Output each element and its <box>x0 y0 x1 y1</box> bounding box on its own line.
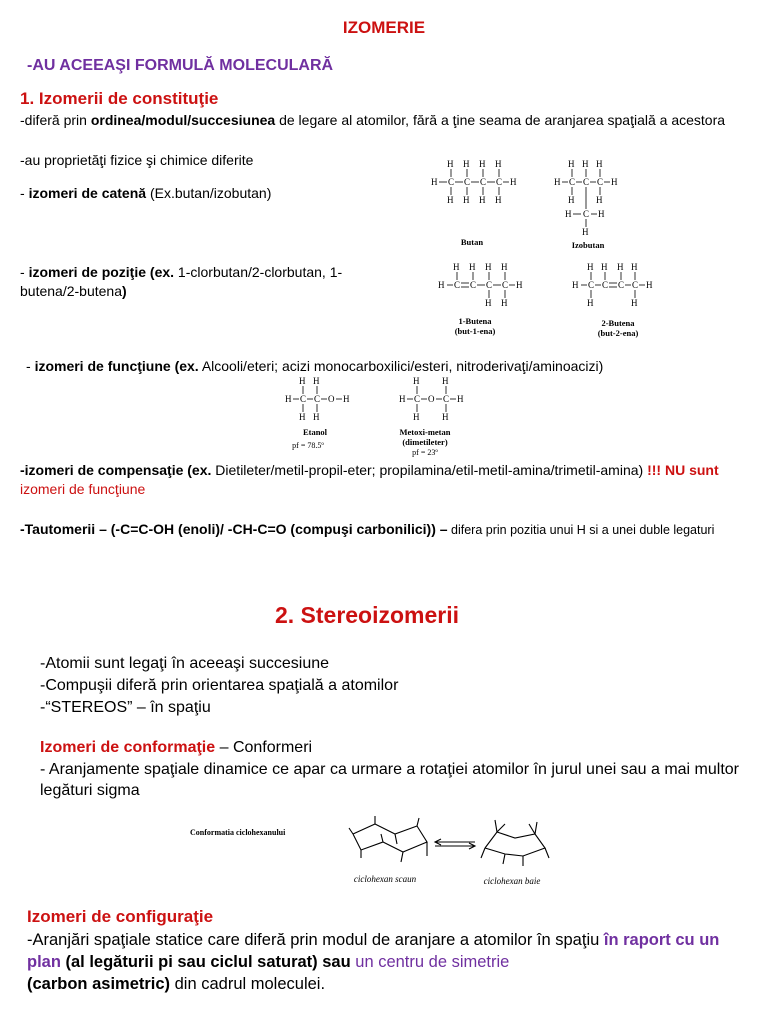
config-part4: un centru de simetrie <box>355 953 510 971</box>
svg-text:H: H <box>572 280 579 290</box>
catena-post: (Ex.butan/izobutan) <box>146 185 272 201</box>
svg-text:H: H <box>617 262 624 272</box>
svg-text:H: H <box>568 195 575 205</box>
svg-text:H: H <box>447 159 454 169</box>
izomeri-pozitie <box>20 263 400 301</box>
svg-text:H: H <box>299 376 306 386</box>
svg-text:H: H <box>469 262 476 272</box>
pozitie-bold: izomeri de poziţie (ex. <box>28 264 175 280</box>
svg-text:H: H <box>631 298 638 308</box>
svg-text:C: C <box>314 394 321 404</box>
tautomerii <box>20 520 748 540</box>
svg-text:C: C <box>597 177 604 187</box>
svg-text:H: H <box>442 412 449 422</box>
svg-text:H: H <box>457 394 464 404</box>
etanol-metoxi-structures <box>280 375 480 425</box>
label-1-butena-name: 1-Butena <box>458 316 492 326</box>
label-1-butena <box>440 316 510 336</box>
label-metoxi-pf: pf = 23º <box>412 448 438 457</box>
svg-text:H: H <box>313 376 320 386</box>
config-part5: (carbon asimetric) <box>27 975 171 993</box>
svg-text:C: C <box>448 177 455 187</box>
label-conformatia: Conformatia ciclohexanului <box>190 828 286 837</box>
svg-text:C: C <box>583 177 590 187</box>
svg-text:C: C <box>443 394 450 404</box>
svg-text:C: C <box>588 280 595 290</box>
svg-text:H: H <box>447 195 454 205</box>
svg-text:H: H <box>596 195 603 205</box>
svg-text:H: H <box>399 394 406 404</box>
config-part3: (al legăturii pi sau ciclul saturat) sau <box>60 953 356 971</box>
label-butan: Butan <box>460 237 484 247</box>
svg-text:H: H <box>587 298 594 308</box>
svg-text:C: C <box>464 177 471 187</box>
label-izobutan: Izobutan <box>571 240 605 250</box>
svg-text:H: H <box>554 177 561 187</box>
label-scaun: ciclohexan scaun <box>353 874 417 884</box>
config-part2: în raport cu un plan <box>27 931 720 971</box>
config-part1: -Aranjări spaţiale statice care diferă prin modul de aranjare a atomilor în spaţiu <box>27 931 604 949</box>
svg-text:H: H <box>479 159 486 169</box>
cyclohexane-diagram <box>345 812 565 872</box>
svg-text:H: H <box>611 177 618 187</box>
svg-text:H: H <box>510 177 517 187</box>
functiune-pre: - <box>26 358 35 374</box>
label-1-butena-sub: (but-1-ena) <box>454 326 496 336</box>
functiune-post: Alcooli/eteri; acizi monocarboxilici/esteri, nitroderivaţi/aminoacizi) <box>198 358 604 374</box>
svg-text:H: H <box>565 209 572 219</box>
conformatie-dash: – Conformeri <box>215 739 313 756</box>
svg-text:H: H <box>313 412 320 422</box>
label-etanol-pf: pf = 78.5º <box>292 441 324 450</box>
svg-text:C: C <box>569 177 576 187</box>
butena-structures <box>430 258 670 313</box>
svg-text:H: H <box>582 227 589 237</box>
label-metoxi-name: Metoxi-metan <box>399 427 451 437</box>
desc-pre: -diferă prin <box>20 112 91 128</box>
izomeri-catena <box>20 184 271 203</box>
catena-pre: - <box>20 185 29 201</box>
izomeri-compensatie <box>20 461 748 499</box>
svg-text:O: O <box>328 394 335 404</box>
svg-text:H: H <box>501 262 508 272</box>
svg-text:H: H <box>299 412 306 422</box>
stereo-bullet-3: -“STEREOS” – în spaţiu <box>40 699 211 716</box>
section1-heading: 1. Izomerii de constituţie <box>20 89 219 108</box>
conformatie-text: - Aranjamente spaţiale dinamice ce apar ca urmare a rotaţiei atomilor în jurul unei sau a mai multor legături sigma <box>40 761 739 799</box>
compensatie-post: Dietileter/metil-propil-eter; propilamina/etil-metil-amina/trimetil-amina) <box>211 462 648 478</box>
svg-text:H: H <box>598 209 605 219</box>
svg-text:C: C <box>632 280 639 290</box>
label-metoxi <box>385 427 465 447</box>
svg-text:C: C <box>496 177 503 187</box>
svg-text:H: H <box>343 394 350 404</box>
svg-text:H: H <box>463 195 470 205</box>
svg-text:H: H <box>413 376 420 386</box>
svg-text:H: H <box>495 159 502 169</box>
functiune-bold: izomeri de funcţiune (ex. <box>34 358 199 374</box>
svg-text:H: H <box>438 280 445 290</box>
svg-text:C: C <box>583 209 590 219</box>
butan-izobutan-structures <box>425 155 625 240</box>
compensatie-bold: -izomeri de compensaţie (ex. <box>20 462 212 478</box>
stereo-bullet-2: -Compuşii diferă prin orientarea spaţială a atomilor <box>40 677 399 694</box>
svg-text:H: H <box>453 262 460 272</box>
section2-heading: 2. Stereoizomerii <box>274 602 460 628</box>
svg-text:C: C <box>470 280 477 290</box>
label-2-butena-sub: (but-2-ena) <box>597 328 639 338</box>
svg-text:H: H <box>413 412 420 422</box>
tautomerii-post: difera prin pozitia unui H si a unei duble legaturi <box>447 523 715 537</box>
pozitie-pre: - <box>20 264 29 280</box>
label-metoxi-sub: (dimetileter) <box>402 437 448 447</box>
svg-text:H: H <box>463 159 470 169</box>
label-baie: ciclohexan baie <box>483 876 541 886</box>
svg-text:H: H <box>601 262 608 272</box>
label-2-butena-name: 2-Butena <box>601 318 635 328</box>
izomeri-functiune <box>26 357 603 376</box>
tautomerii-bold: -Tautomerii – (-C=C-OH (enoli)/ -CH-C=O (compuşi carbonilici)) – <box>20 521 448 537</box>
svg-text:C: C <box>502 280 509 290</box>
subtitle: -AU ACEEAŞI FORMULĂ MOLECULARĂ <box>27 57 334 74</box>
pozitie-post: 1-clorbutan/2-clorbutan, 1-butena/2-butena <box>20 264 343 299</box>
section1-description <box>20 111 748 130</box>
svg-text:H: H <box>485 298 492 308</box>
svg-text:C: C <box>454 280 461 290</box>
config-part6: din cadrul moleculei. <box>170 975 326 993</box>
svg-text:O: O <box>428 394 435 404</box>
svg-text:H: H <box>568 159 575 169</box>
label-2-butena <box>583 318 653 338</box>
compensatie-red: izomeri de funcţiune <box>20 481 146 497</box>
stereo-bullet-1: -Atomii sunt legaţi în aceeaşi succesiune <box>40 655 330 672</box>
svg-text:H: H <box>485 262 492 272</box>
compensatie-red-bold: !!! NU sunt <box>647 462 719 478</box>
svg-text:C: C <box>486 280 493 290</box>
desc-post: de legare al atomilor, fără a ţine seama de aranjarea spaţială a acestora <box>275 112 726 128</box>
svg-text:H: H <box>631 262 638 272</box>
svg-text:H: H <box>442 376 449 386</box>
svg-text:H: H <box>501 298 508 308</box>
svg-text:C: C <box>618 280 625 290</box>
svg-text:C: C <box>480 177 487 187</box>
desc-bold: ordinea/modul/succesiunea <box>90 112 276 128</box>
configuratie-text <box>27 929 747 995</box>
svg-text:H: H <box>596 159 603 169</box>
svg-text:H: H <box>646 280 653 290</box>
svg-text:H: H <box>431 177 438 187</box>
svg-text:H: H <box>587 262 594 272</box>
svg-text:C: C <box>414 394 421 404</box>
conformatie-heading: Izomeri de conformaţie <box>40 739 216 756</box>
configuratie-heading: Izomeri de configuraţie <box>27 907 214 926</box>
svg-text:C: C <box>300 394 307 404</box>
svg-text:C: C <box>602 280 609 290</box>
svg-text:H: H <box>495 195 502 205</box>
page-title: IZOMERIE <box>342 18 426 37</box>
svg-text:H: H <box>516 280 523 290</box>
svg-text:H: H <box>479 195 486 205</box>
label-etanol: Etanol <box>302 427 328 437</box>
section1-properties: -au proprietăţi fizice şi chimice diferite <box>20 152 254 168</box>
svg-text:H: H <box>582 159 589 169</box>
svg-text:H: H <box>285 394 292 404</box>
catena-bold: izomeri de catenă <box>28 185 147 201</box>
pozitie-end: ) <box>121 283 127 299</box>
conformatie-heading-line <box>40 737 312 758</box>
